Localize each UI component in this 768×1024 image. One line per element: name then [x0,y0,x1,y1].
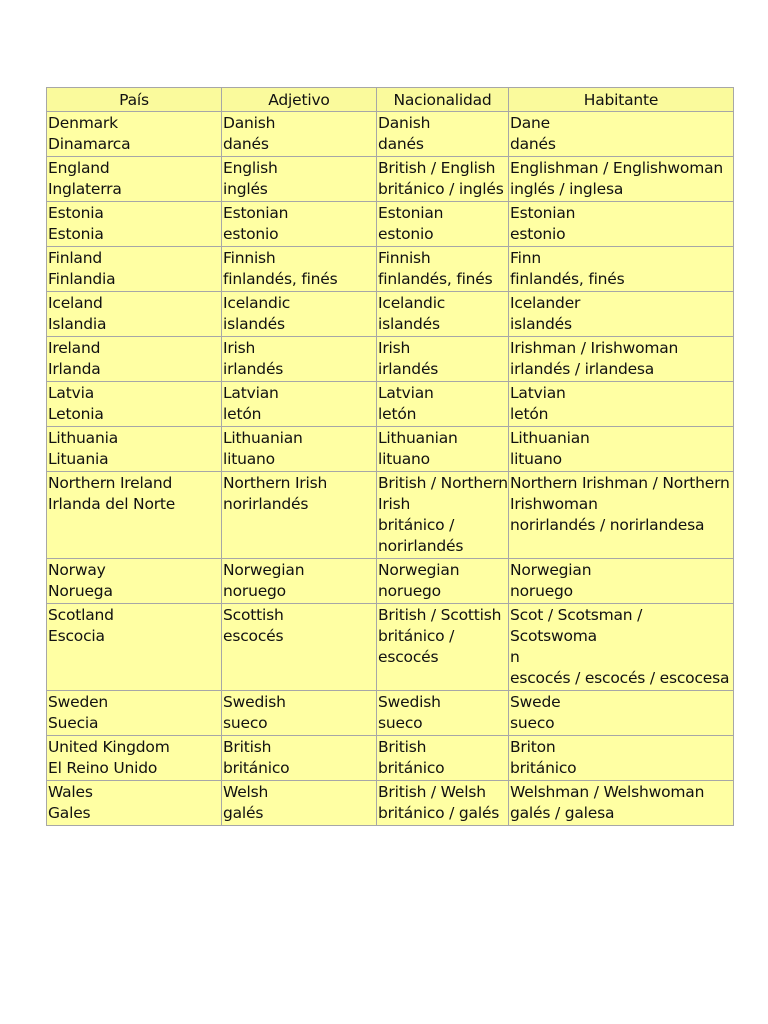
cell-line: Scotland [48,606,114,624]
cell-line: noruego [378,582,441,600]
cell-line: British [223,738,272,756]
cell-line: Irish [378,339,411,357]
cell-line: Suecia [48,714,99,732]
table-body [47,112,734,826]
cell-line: Finlandia [48,270,116,288]
cell-line: estonio [510,225,566,243]
cell-line: británico / [378,627,455,645]
cell-line: Lithuanian [223,429,303,447]
cell-line: Swedish [223,693,286,711]
cell-line: irlandés [378,360,439,378]
cell-line: británico / inglés [378,180,504,198]
cell-line: norirlandés / norirlandesa [510,516,705,534]
cell-line: estonio [223,225,279,243]
nationalities-table [46,87,734,826]
pais-cell [47,382,222,427]
table-row [47,781,734,826]
cell-line: Icelandic [223,294,291,312]
nacionalidad-cell [377,604,509,691]
cell-line: británico / [378,516,455,534]
table-row [47,427,734,472]
header-adjetivo: Adjetivo [222,88,377,112]
pais-cell [47,112,222,157]
cell-line: Irishwoman [510,495,598,513]
cell-line: norirlandés [378,537,464,555]
table-row [47,382,734,427]
cell-line: norirlandés [223,495,309,513]
cell-line: Lithuanian [510,429,590,447]
nacionalidad-cell [377,247,509,292]
cell-line: El Reino Unido [48,759,158,777]
cell-line: Latvian [223,384,279,402]
cell-line: Iceland [48,294,103,312]
cell-line: Irlanda del Norte [48,495,176,513]
nacionalidad-cell [377,337,509,382]
cell-line: Estonian [223,204,289,222]
table-header [47,88,734,112]
cell-line: Danish [378,114,431,132]
cell-line: estonio [378,225,434,243]
header-row [47,88,734,112]
cell-line: British / English [378,159,496,177]
cell-line: British / Scottish [378,606,502,624]
header-nacionalidad: Nacionalidad [377,88,509,112]
cell-line: Denmark [48,114,118,132]
adjetivo-cell [222,427,377,472]
table-row [47,472,734,559]
cell-line: Scottish [223,606,284,624]
cell-line: Irish [223,339,256,357]
adjetivo-cell [222,736,377,781]
cell-line: británico [223,759,290,777]
cell-line: islandés [223,315,285,333]
cell-line: británico [378,759,445,777]
cell-line: Dinamarca [48,135,131,153]
cell-line: galés [223,804,264,822]
cell-line: Ireland [48,339,101,357]
cell-line: Welsh [223,783,269,801]
cell-line: Norwegian [378,561,460,579]
cell-line: Inglaterra [48,180,122,198]
header-habitante: Habitante [509,88,734,112]
cell-line: Escocia [48,627,105,645]
cell-line: lituano [378,450,430,468]
cell-line: lituano [223,450,275,468]
cell-line: escocés [378,648,439,666]
cell-line: England [48,159,110,177]
cell-line: Estonian [510,204,576,222]
cell-line: Northern Irishman / Northern [510,474,730,492]
habitante-cell [509,157,734,202]
cell-line: Latvia [48,384,94,402]
cell-line: noruego [510,582,573,600]
cell-line: n [510,648,520,666]
nacionalidad-cell [377,112,509,157]
pais-cell [47,247,222,292]
habitante-cell [509,427,734,472]
cell-line: británico / galés [378,804,500,822]
cell-line: Norway [48,561,106,579]
adjetivo-cell [222,157,377,202]
cell-line: Lithuanian [378,429,458,447]
header-pais: País [47,88,222,112]
cell-line: Islandia [48,315,107,333]
cell-line: Irish [378,495,411,513]
cell-line: Englishman / Englishwoman [510,159,724,177]
cell-line: Letonia [48,405,104,423]
table-row [47,736,734,781]
cell-line: Latvian [378,384,434,402]
cell-line: Scot / Scotsman / Scotswoma [510,606,643,645]
nacionalidad-cell [377,202,509,247]
pais-cell [47,559,222,604]
table-row [47,337,734,382]
cell-line: Estonian [378,204,444,222]
pais-cell [47,691,222,736]
cell-line: Northern Ireland [48,474,173,492]
cell-line: Irlanda [48,360,101,378]
habitante-cell [509,472,734,559]
cell-line: Sweden [48,693,109,711]
habitante-cell [509,736,734,781]
cell-line: escocés [223,627,284,645]
cell-line: danés [378,135,424,153]
nacionalidad-cell [377,736,509,781]
cell-line: Northern Irish [223,474,328,492]
pais-cell [47,157,222,202]
adjetivo-cell [222,292,377,337]
cell-line: British [378,738,427,756]
cell-line: escocés / escocés / escocesa [510,669,730,687]
pais-cell [47,202,222,247]
habitante-cell [509,781,734,826]
habitante-cell [509,337,734,382]
habitante-cell [509,292,734,337]
pais-cell [47,292,222,337]
cell-line: United Kingdom [48,738,170,756]
habitante-cell [509,691,734,736]
cell-line: English [223,159,278,177]
cell-line: Irishman / Irishwoman [510,339,679,357]
cell-line: Estonia [48,225,104,243]
adjetivo-cell [222,112,377,157]
pais-cell [47,781,222,826]
table-row [47,604,734,691]
cell-line: Finn [510,249,541,267]
cell-line: islandés [378,315,440,333]
cell-line: sueco [510,714,555,732]
adjetivo-cell [222,472,377,559]
cell-line: Icelandic [378,294,446,312]
table-row [47,691,734,736]
adjetivo-cell [222,604,377,691]
table-row [47,559,734,604]
cell-line: Finnish [223,249,276,267]
cell-line: finlandés, finés [378,270,493,288]
table-row [47,112,734,157]
adjetivo-cell [222,691,377,736]
cell-line: letón [510,405,549,423]
cell-line: Icelander [510,294,581,312]
cell-line: Dane [510,114,550,132]
cell-line: Finnish [378,249,431,267]
cell-line: Gales [48,804,91,822]
cell-line: sueco [378,714,423,732]
nacionalidad-cell [377,781,509,826]
nacionalidad-cell [377,382,509,427]
adjetivo-cell [222,781,377,826]
cell-line: Wales [48,783,93,801]
cell-line: islandés [510,315,572,333]
table-row [47,202,734,247]
adjetivo-cell [222,202,377,247]
cell-line: letón [378,405,417,423]
cell-line: Latvian [510,384,566,402]
pais-cell [47,736,222,781]
cell-line: letón [223,405,262,423]
habitante-cell [509,382,734,427]
cell-line: British / Northern [378,474,508,492]
cell-line: Danish [223,114,276,132]
cell-line: Norwegian [223,561,305,579]
cell-line: Norwegian [510,561,592,579]
nacionalidad-cell [377,691,509,736]
cell-line: Swedish [378,693,441,711]
table-row [47,247,734,292]
pais-cell [47,604,222,691]
habitante-cell [509,559,734,604]
cell-line: danés [223,135,269,153]
adjetivo-cell [222,382,377,427]
cell-line: Lituania [48,450,109,468]
habitante-cell [509,202,734,247]
pais-cell [47,427,222,472]
cell-line: Finland [48,249,102,267]
nacionalidad-cell [377,157,509,202]
cell-line: lituano [510,450,562,468]
cell-line: irlandés [223,360,284,378]
nacionalidad-cell [377,427,509,472]
adjetivo-cell [222,559,377,604]
habitante-cell [509,247,734,292]
nacionalidad-cell [377,559,509,604]
cell-line: Briton [510,738,556,756]
cell-line: finlandés, finés [510,270,625,288]
cell-line: inglés [223,180,268,198]
cell-line: Lithuania [48,429,118,447]
pais-cell [47,472,222,559]
cell-line: inglés / inglesa [510,180,624,198]
habitante-cell [509,112,734,157]
adjetivo-cell [222,337,377,382]
cell-line: Estonia [48,204,104,222]
cell-line: noruego [223,582,286,600]
habitante-cell [509,604,734,691]
cell-line: British / Welsh [378,783,486,801]
adjetivo-cell [222,247,377,292]
nacionalidad-cell [377,292,509,337]
nacionalidad-cell [377,472,509,559]
cell-line: sueco [223,714,268,732]
cell-line: Noruega [48,582,113,600]
cell-line: británico [510,759,577,777]
cell-line: irlandés / irlandesa [510,360,655,378]
cell-line: Swede [510,693,561,711]
table-row [47,157,734,202]
cell-line: galés / galesa [510,804,615,822]
cell-line: danés [510,135,556,153]
cell-line: Welshman / Welshwoman [510,783,705,801]
cell-line: finlandés, finés [223,270,338,288]
pais-cell [47,337,222,382]
table-row [47,292,734,337]
